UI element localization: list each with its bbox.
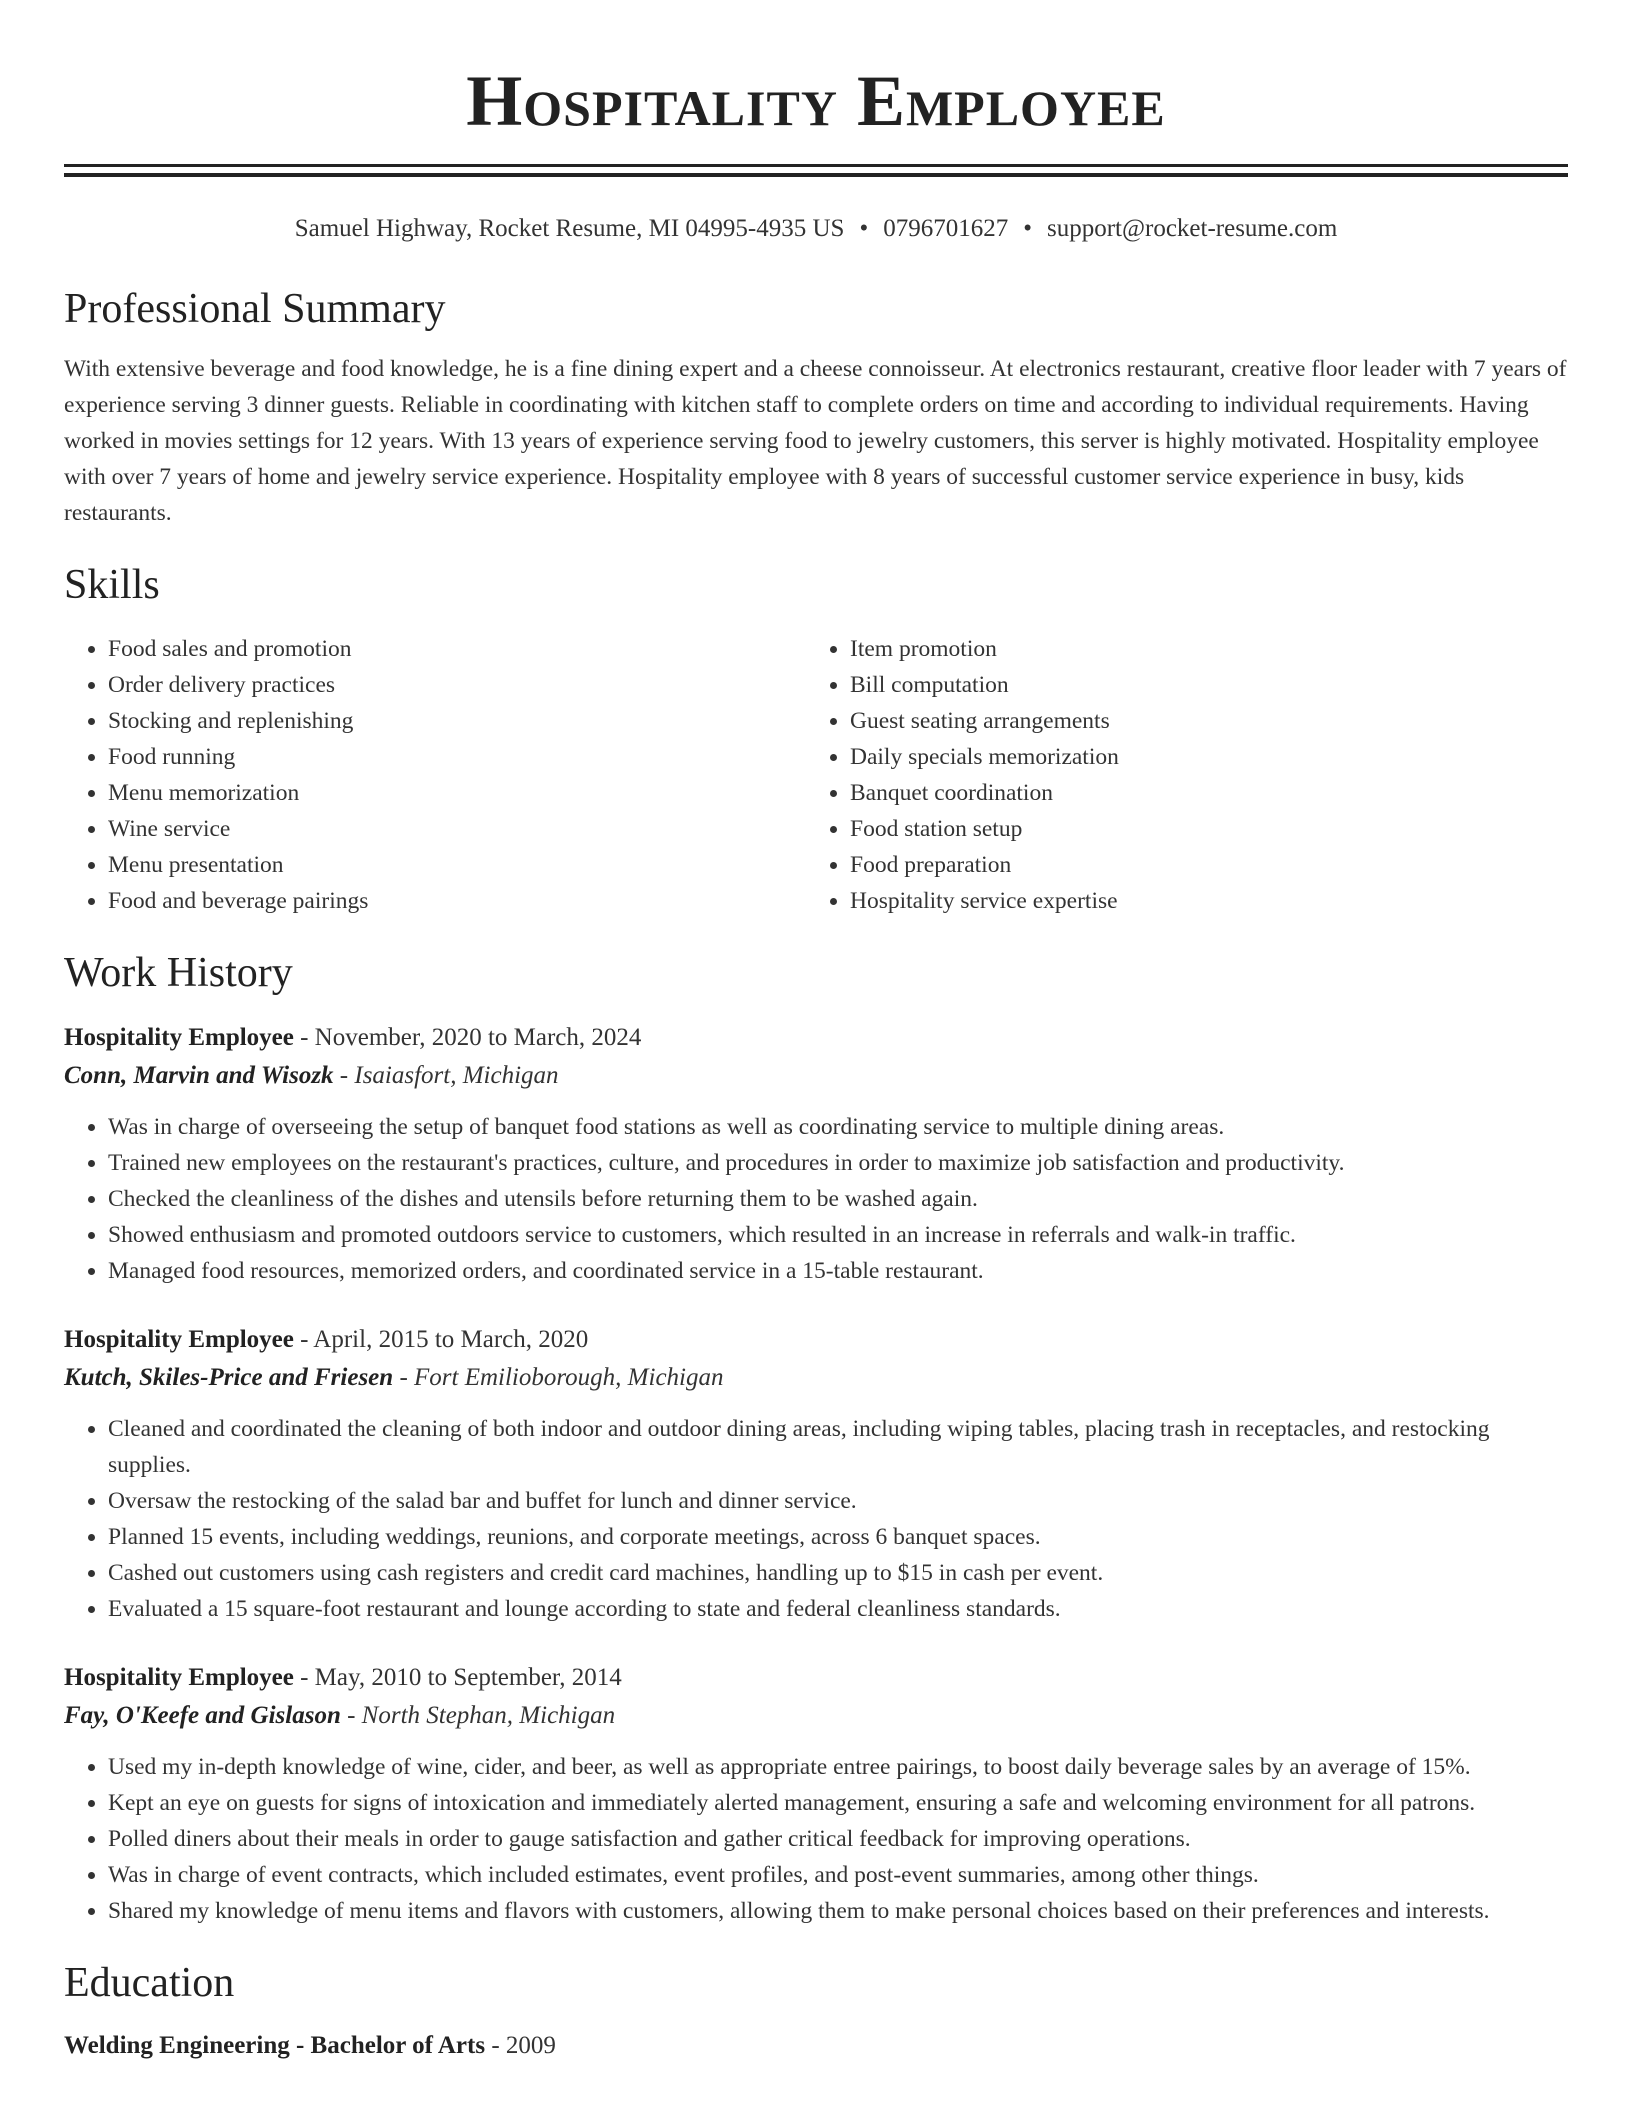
contact-line (64, 213, 1568, 245)
job-bullet: • Evaluated a 15 square-foot restaurant and lounge according to state and federal cleanliness standards. (108, 1591, 1568, 1627)
job-role: Hospitality Employee (64, 1326, 294, 1353)
job-company-line (64, 1359, 1568, 1397)
job-bullet: • Was in charge of event contracts, which included estimates, event profiles, and post-event summaries, among other things. (108, 1857, 1568, 1893)
job-bullet: • Used my in-depth knowledge of wine, cider, and beer, as well as appropriate entree pairings, to boost daily beverage sales by an average of 15%. (108, 1749, 1568, 1785)
skill-item: • Banquet coordination (850, 775, 1548, 811)
job-bullet: • Cleaned and coordinated the cleaning of both indoor and outdoor dining areas, including wiping tables, placing trash in receptacles, and restocking supplies. (108, 1411, 1568, 1483)
skills-heading: Skills (64, 562, 160, 608)
work-history-heading: Work History (64, 950, 293, 996)
skill-item: • Menu presentation (108, 847, 806, 883)
job-bullets (64, 1749, 1568, 1929)
job-role: Hospitality Employee (64, 1024, 294, 1051)
contact-separator: • (1023, 215, 1032, 242)
skills-list-left (64, 631, 806, 919)
resume-page (64, 0, 1568, 2065)
skill-item: • Daily specials memorization (850, 739, 1548, 775)
contact-email: support@rocket-resume.com (1046, 215, 1338, 242)
job-bullet: • Cashed out customers using cash registers and credit card machines, handling up to $15 in cash per event. (108, 1555, 1568, 1591)
skill-item: • Guest seating arrangements (850, 703, 1548, 739)
skill-item: • Stocking and replenishing (108, 703, 806, 739)
header-rule-thick (64, 173, 1568, 177)
job-bullet: • Checked the cleanliness of the dishes and utensils before returning them to be washed again. (108, 1181, 1568, 1217)
job-bullet: • Showed enthusiasm and promoted outdoors service to customers, which resulted in an increase in referrals and walk-in traffic. (108, 1217, 1568, 1253)
contact-separator: • (859, 215, 869, 242)
job-company: Conn, Marvin and Wisozk (64, 1062, 334, 1089)
job-entry (64, 1019, 1568, 1289)
summary-text: With extensive beverage and food knowledge, he is a fine dining expert and a cheese connoisseur. At electronics restaurant, creative floor leader with 7 years of experience serving 3 dinner guests. Reliable in coordinating with kitchen staff to complete orders on time and according to individual requirements. Having worked in movies settings for 12 years. With 13 years of experience serving food to jewelry customers, this server is highly motivated. Hospitality employee with over 7 years of home and jewelry service experience. Hospitality employee with 8 years of successful customer service experience in busy, kids restaurants. (64, 356, 1567, 526)
job-location: - North Stephan, Michigan (340, 1702, 616, 1729)
skill-item: • Order delivery practices (108, 667, 806, 703)
job-dates: - November, 2020 to March, 2024 (293, 1024, 642, 1051)
job-bullet: • Was in charge of overseeing the setup of banquet food stations as well as coordinating service to multiple dining areas. (108, 1109, 1568, 1145)
education-heading: Education (64, 1960, 235, 2006)
job-title-line (64, 1659, 1568, 1697)
job-bullets (64, 1109, 1568, 1289)
job-company: Fay, O'Keefe and Gislason (64, 1702, 341, 1729)
job-bullet: • Polled diners about their meals in order to gauge satisfaction and gather critical feedback for improving operations. (108, 1821, 1568, 1857)
contact-address: Samuel Highway, Rocket Resume, MI 04995-4935 US (294, 215, 845, 242)
job-bullet: • Kept an eye on guests for signs of intoxication and immediately alerted management, ensuring a safe and welcoming environment for all patrons. (108, 1785, 1568, 1821)
job-company-line (64, 1057, 1568, 1095)
education-entry (64, 2027, 1568, 2065)
job-dates: - April, 2015 to March, 2020 (293, 1326, 589, 1353)
skills-columns (64, 631, 1568, 919)
job-company: Kutch, Skiles-Price and Friesen (64, 1364, 394, 1391)
job-entry (64, 1321, 1568, 1627)
job-dates: - May, 2010 to September, 2014 (293, 1664, 622, 1691)
skill-item: • Food and beverage pairings (108, 883, 806, 919)
header-rule-thin (64, 164, 1568, 167)
job-entry (64, 1659, 1568, 1929)
job-bullet: • Managed food resources, memorized orders, and coordinated service in a 15-table restaurant. (108, 1253, 1568, 1289)
skill-item: • Bill computation (850, 667, 1548, 703)
job-bullet: • Shared my knowledge of menu items and flavors with customers, allowing them to make personal choices based on their preferences and interests. (108, 1893, 1568, 1929)
skill-item: • Hospitality service expertise (850, 883, 1548, 919)
job-bullet: • Trained new employees on the restaurant's practices, culture, and procedures in order to maximize job satisfaction and productivity. (108, 1145, 1568, 1181)
skill-item: • Menu memorization (108, 775, 806, 811)
job-role: Hospitality Employee (64, 1664, 294, 1691)
skill-item: • Food preparation (850, 847, 1548, 883)
skill-item: • Food station setup (850, 811, 1548, 847)
job-bullets (64, 1411, 1568, 1627)
resume-name: Hospitality Employee (466, 61, 1166, 141)
skill-item: • Food running (108, 739, 806, 775)
job-title-line (64, 1019, 1568, 1057)
job-location: - Fort Emilioborough, Michigan (393, 1364, 724, 1391)
skill-item: • Food sales and promotion (108, 631, 806, 667)
education-year: - 2009 (485, 2032, 556, 2059)
job-company-line (64, 1697, 1568, 1735)
job-bullet: • Oversaw the restocking of the salad bar and buffet for lunch and dinner service. (108, 1483, 1568, 1519)
skills-list-right (806, 631, 1548, 919)
job-bullet: • Planned 15 events, including weddings, reunions, and corporate meetings, across 6 banquet spaces. (108, 1519, 1568, 1555)
summary-heading: Professional Summary (64, 286, 446, 332)
job-location: - Isaiasfort, Michigan (333, 1062, 559, 1089)
job-title-line (64, 1321, 1568, 1359)
contact-phone: 0796701627 (883, 215, 1009, 242)
skill-item: • Wine service (108, 811, 806, 847)
skill-item: • Item promotion (850, 631, 1548, 667)
education-degree: Welding Engineering - Bachelor of Arts (64, 2032, 486, 2059)
